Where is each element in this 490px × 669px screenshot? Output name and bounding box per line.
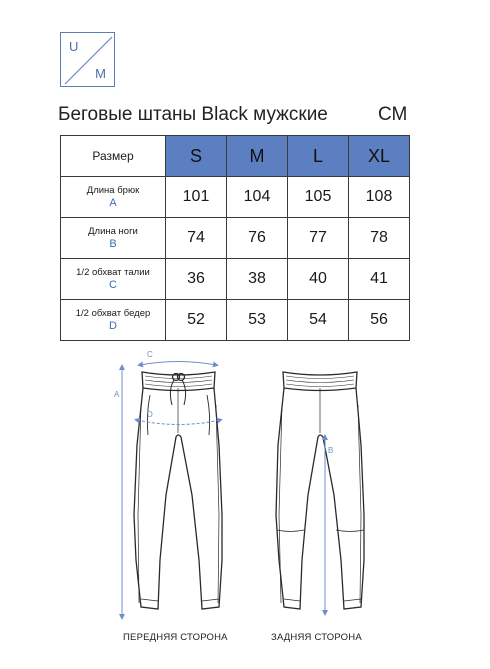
row-label-length xyxy=(61,177,166,218)
row-label-inseam xyxy=(61,218,166,259)
table-cell: 77 xyxy=(288,218,349,259)
table-cell: 54 xyxy=(288,300,349,341)
row-letter: A xyxy=(109,197,117,209)
table-row xyxy=(61,300,410,341)
logo-letter-m: M xyxy=(95,66,106,81)
logo-letter-u: U xyxy=(69,39,79,54)
brand-logo xyxy=(60,32,115,87)
measure-d-label: D xyxy=(147,410,153,419)
table-cell: 38 xyxy=(227,259,288,300)
table-cell: 101 xyxy=(166,177,227,218)
row-label-text: Длина ноги xyxy=(88,226,138,237)
size-header-row xyxy=(61,136,410,177)
row-label-waist xyxy=(61,259,166,300)
row-label-hips xyxy=(61,300,166,341)
size-m: M xyxy=(227,136,288,177)
product-title: Беговые штаны Black мужские xyxy=(58,104,328,125)
row-letter: C xyxy=(109,279,117,291)
measure-a-label: A xyxy=(114,390,120,399)
unit-label: СМ xyxy=(378,104,408,125)
table-row xyxy=(61,218,410,259)
table-cell: 105 xyxy=(288,177,349,218)
table-row xyxy=(61,259,410,300)
row-label-text: 1/2 обхват талии xyxy=(76,267,150,278)
measure-c-label: C xyxy=(147,350,153,359)
table-cell: 78 xyxy=(349,218,410,259)
table-cell: 40 xyxy=(288,259,349,300)
pants-diagram xyxy=(0,345,490,630)
row-letter: D xyxy=(109,320,117,332)
row-label-text: Длина брюк xyxy=(86,185,140,196)
back-pants-drawing xyxy=(276,372,364,609)
table-cell: 41 xyxy=(349,259,410,300)
front-side-caption: ПЕРЕДНЯЯ СТОРОНА xyxy=(123,632,228,643)
size-l: L xyxy=(288,136,349,177)
table-cell: 52 xyxy=(166,300,227,341)
table-cell: 53 xyxy=(227,300,288,341)
size-header-label: Размер xyxy=(61,136,166,177)
size-table xyxy=(60,135,410,341)
size-xl: XL xyxy=(349,136,410,177)
measure-d-line xyxy=(137,420,220,425)
size-s: S xyxy=(166,136,227,177)
table-cell: 56 xyxy=(349,300,410,341)
front-pants-drawing xyxy=(134,372,222,609)
table-cell: 104 xyxy=(227,177,288,218)
table-cell: 108 xyxy=(349,177,410,218)
row-letter: B xyxy=(109,238,117,250)
table-cell: 74 xyxy=(166,218,227,259)
table-cell: 76 xyxy=(227,218,288,259)
row-label-text: 1/2 обхват бедер xyxy=(75,308,151,319)
table-row xyxy=(61,177,410,218)
table-cell: 36 xyxy=(166,259,227,300)
measure-c-line xyxy=(140,362,216,366)
measure-b-label: B xyxy=(328,446,334,455)
back-side-caption: ЗАДНЯЯ СТОРОНА xyxy=(271,632,362,643)
